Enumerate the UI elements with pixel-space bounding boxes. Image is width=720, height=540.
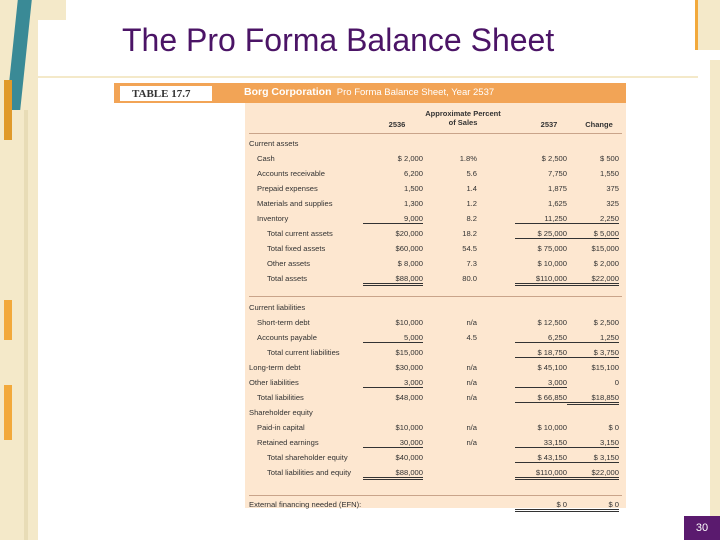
cell-c4: $22,000 xyxy=(567,468,619,480)
cell-c4: 325 xyxy=(606,199,619,208)
cell-c1: 30,000 xyxy=(363,438,423,448)
table-row xyxy=(245,212,626,226)
row-label: Accounts payable xyxy=(257,333,317,342)
table-row xyxy=(245,451,626,465)
orange-accent-3 xyxy=(4,385,12,440)
table-row xyxy=(245,257,626,271)
cell-c2: 5.6 xyxy=(466,169,477,178)
table-row xyxy=(245,391,626,405)
cell-c3: 1,625 xyxy=(547,199,567,208)
frame-divider xyxy=(24,110,28,540)
row-label: Prepaid expenses xyxy=(257,184,318,193)
cell-c2: 80.0 xyxy=(462,274,477,283)
cell-c1: 5,000 xyxy=(363,333,423,343)
cell-c4: $15,100 xyxy=(591,363,619,372)
cell-c1: $20,000 xyxy=(395,229,423,238)
title-rule xyxy=(38,76,698,78)
column-header-percent: Approximate Percent of Sales xyxy=(425,109,501,127)
right-decorative-frame xyxy=(710,60,720,540)
table-header-band xyxy=(114,83,626,103)
cell-c2: 1.8% xyxy=(459,154,477,163)
table-row xyxy=(245,152,626,166)
cell-c4: $22,000 xyxy=(567,274,619,286)
cell-c4: 2,250 xyxy=(567,214,619,224)
row-label: Total assets xyxy=(267,274,308,283)
cell-c3: 11,250 xyxy=(515,214,567,224)
cell-c4: $ 0 xyxy=(608,423,619,432)
row-label: Total current liabilities xyxy=(267,348,340,357)
cell-c2: 1.4 xyxy=(466,184,477,193)
table-row xyxy=(245,466,626,480)
row-label: Long-term debt xyxy=(249,363,301,372)
cell-c3: $110,000 xyxy=(515,274,567,286)
cell-c2: 54.5 xyxy=(462,244,477,253)
cell-c1: $30,000 xyxy=(395,363,423,372)
row-label: Shareholder equity xyxy=(249,408,313,417)
cell-c4: $ 0 xyxy=(567,500,619,512)
row-label: Total liabilities xyxy=(257,393,304,402)
cell-c1: $10,000 xyxy=(395,318,423,327)
column-header-2537: 2537 xyxy=(540,120,558,129)
top-left-decoration xyxy=(38,0,66,20)
cell-c1: 6,200 xyxy=(403,169,423,178)
row-label: Inventory xyxy=(257,214,289,223)
row-label: Other liabilities xyxy=(249,378,299,387)
cell-c4: $18,850 xyxy=(567,393,619,405)
section-divider-1 xyxy=(249,296,622,297)
cell-c3: $ 66,850 xyxy=(515,393,567,403)
row-label: Materials and supplies xyxy=(257,199,333,208)
table-row xyxy=(245,406,626,420)
cell-c3: $ 45,100 xyxy=(537,363,567,372)
row-label: Cash xyxy=(257,154,275,163)
company-name: Borg Corporation xyxy=(244,86,332,98)
row-label: External financing needed (EFN): xyxy=(249,500,362,509)
table-row xyxy=(245,436,626,450)
cell-c2: 7.3 xyxy=(466,259,477,268)
column-header-2536: 2536 xyxy=(388,120,406,129)
cell-c2: n/a xyxy=(466,318,477,327)
cell-c4: 1,550 xyxy=(599,169,619,178)
row-label: Short-term debt xyxy=(257,318,310,327)
table-row xyxy=(245,167,626,181)
section-divider-2 xyxy=(249,495,622,496)
table-row xyxy=(245,498,626,512)
row-label: Total fixed assets xyxy=(267,244,326,253)
row-label: Paid-in capital xyxy=(257,423,305,432)
cell-c4: $ 3,150 xyxy=(567,453,619,463)
row-label: Total shareholder equity xyxy=(267,453,348,462)
cell-c1: $10,000 xyxy=(395,423,423,432)
cell-c1: 1,300 xyxy=(403,199,423,208)
cell-c1: $48,000 xyxy=(395,393,423,402)
row-label: Retained earnings xyxy=(257,438,319,447)
cell-c3: $ 0 xyxy=(515,500,567,512)
row-label: Other assets xyxy=(267,259,311,268)
cell-c3: $ 10,000 xyxy=(537,259,567,268)
cell-c2: 1.2 xyxy=(466,199,477,208)
cell-c1: $40,000 xyxy=(395,453,423,462)
balance-sheet-table xyxy=(114,83,626,508)
table-row xyxy=(245,242,626,256)
cell-c4: 0 xyxy=(614,378,619,387)
cell-c3: 3,000 xyxy=(515,378,567,388)
cell-c4: 1,250 xyxy=(567,333,619,343)
cell-c3: $ 10,000 xyxy=(537,423,567,432)
page-number: 30 xyxy=(684,516,720,540)
cell-c2: n/a xyxy=(466,363,477,372)
slide-title: The Pro Forma Balance Sheet xyxy=(122,22,555,58)
cell-c3: 7,750 xyxy=(547,169,567,178)
cell-c1: $ 2,000 xyxy=(397,154,423,163)
cell-c3: 33,150 xyxy=(515,438,567,448)
row-label: Current liabilities xyxy=(249,303,306,312)
table-row xyxy=(245,421,626,435)
table-row xyxy=(245,301,626,315)
cell-c2: 8.2 xyxy=(466,214,477,223)
cell-c2: n/a xyxy=(466,438,477,447)
cell-c3: $ 18,750 xyxy=(515,348,567,358)
cell-c4: $ 2,500 xyxy=(593,318,619,327)
orange-accent-2 xyxy=(4,300,12,340)
table-row xyxy=(245,316,626,330)
cell-c1: 1,500 xyxy=(403,184,423,193)
table-row xyxy=(245,137,626,151)
row-label: Accounts receivable xyxy=(257,169,325,178)
cell-c2: n/a xyxy=(466,423,477,432)
table-caption xyxy=(244,86,494,98)
header-divider xyxy=(249,133,622,134)
cell-c3: $ 43,150 xyxy=(515,453,567,463)
table-row xyxy=(245,197,626,211)
cell-c3: 1,875 xyxy=(547,184,567,193)
cell-c1: 9,000 xyxy=(363,214,423,224)
cell-c3: $ 12,500 xyxy=(537,318,567,327)
column-header-change: Change xyxy=(585,120,613,129)
cell-c2: n/a xyxy=(466,393,477,402)
table-row xyxy=(245,376,626,390)
cell-c1: $60,000 xyxy=(395,244,423,253)
table-row xyxy=(245,331,626,345)
table-subtitle: Pro Forma Balance Sheet, Year 2537 xyxy=(336,87,495,98)
table-body xyxy=(245,103,626,508)
cell-c1: 3,000 xyxy=(363,378,423,388)
cell-c4: 3,150 xyxy=(567,438,619,448)
cell-c4: 375 xyxy=(606,184,619,193)
cell-c3: $ 75,000 xyxy=(537,244,567,253)
cell-c2: 4.5 xyxy=(466,333,477,342)
table-row xyxy=(245,182,626,196)
cell-c3: $110,000 xyxy=(515,468,567,480)
cell-c1: $88,000 xyxy=(363,468,423,480)
cell-c3: $ 2,500 xyxy=(541,154,567,163)
cell-c1: $ 8,000 xyxy=(397,259,423,268)
cell-c4: $ 3,750 xyxy=(567,348,619,358)
cell-c3: 6,250 xyxy=(515,333,567,343)
cell-c4: $ 2,000 xyxy=(593,259,619,268)
table-row xyxy=(245,361,626,375)
table-row xyxy=(245,272,626,286)
top-right-decoration xyxy=(695,0,720,50)
cell-c4: $15,000 xyxy=(591,244,619,253)
cell-c4: $ 5,000 xyxy=(567,229,619,239)
row-label: Total liabilities and equity xyxy=(267,468,352,477)
orange-accent-1 xyxy=(4,80,12,140)
row-label: Total current assets xyxy=(267,229,333,238)
table-number-tag: TABLE 17.7 xyxy=(120,86,212,101)
cell-c3: $ 25,000 xyxy=(515,229,567,239)
row-label: Current assets xyxy=(249,139,299,148)
cell-c2: 18.2 xyxy=(462,229,477,238)
table-row xyxy=(245,227,626,241)
table-row xyxy=(245,346,626,360)
cell-c4: $ 500 xyxy=(599,154,619,163)
cell-c1: $15,000 xyxy=(395,348,423,357)
cell-c1: $88,000 xyxy=(363,274,423,286)
cell-c2: n/a xyxy=(466,378,477,387)
